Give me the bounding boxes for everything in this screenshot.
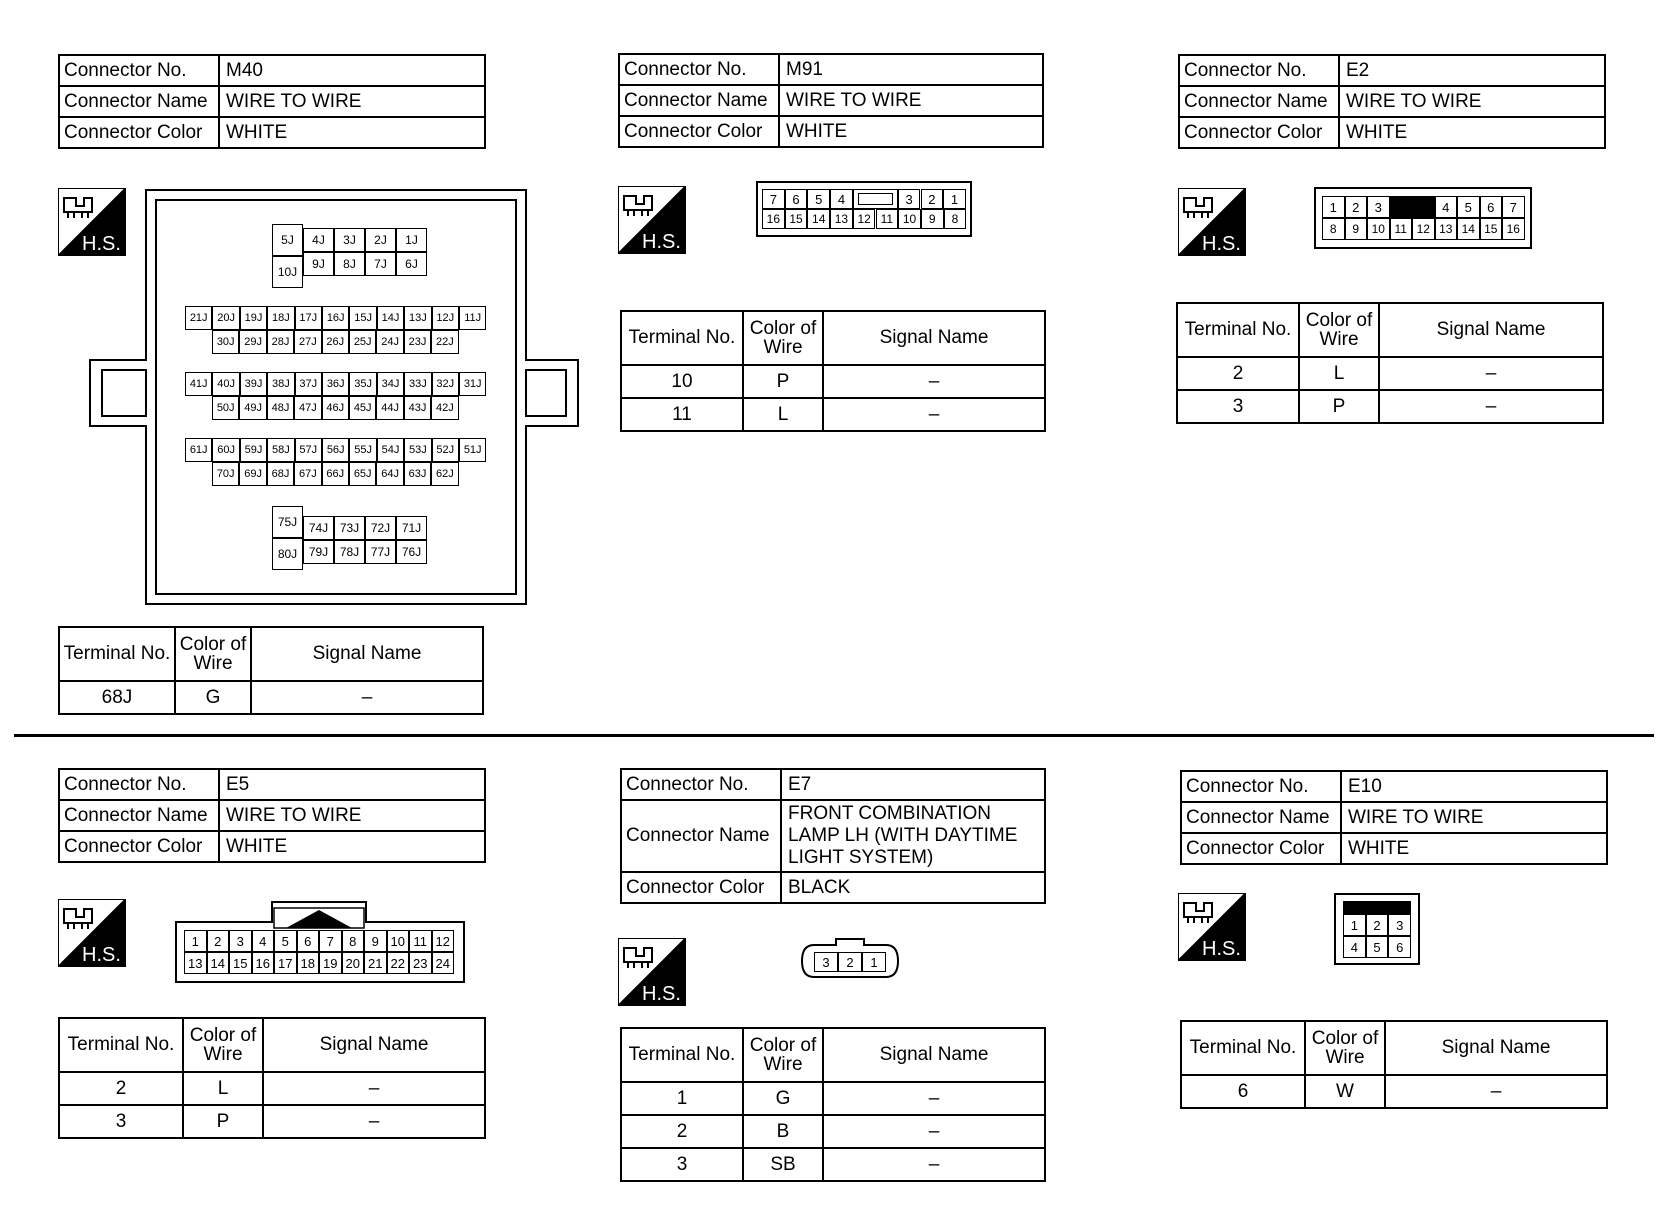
- connector-no-label: Connector No.: [621, 769, 781, 800]
- pin-cell: 2: [921, 189, 944, 209]
- pin-cell: 67J: [294, 462, 321, 486]
- pin-cell: 59J: [240, 438, 267, 462]
- terminal-no-header: Terminal No.: [621, 311, 743, 365]
- pin-cell: 7: [319, 930, 342, 952]
- pin-cell: 64J: [376, 462, 403, 486]
- pin-cell: 60J: [212, 438, 239, 462]
- pin-cell: 68J: [267, 462, 294, 486]
- pin-cell: 38J: [267, 372, 294, 396]
- pin-cell: 2: [838, 952, 862, 972]
- pin-cell: 15J: [349, 306, 376, 330]
- pin-cell: 40J: [212, 372, 239, 396]
- pin-cell: 3: [229, 930, 252, 952]
- connector-color-label: Connector Color: [619, 116, 779, 147]
- connector-no-label: Connector No.: [59, 769, 219, 800]
- connector-name-value: WIRE TO WIRE: [219, 86, 485, 117]
- pin-cell: 21: [364, 952, 387, 974]
- pin-cell: 4J: [303, 228, 334, 252]
- table-row: 2 L –: [59, 1072, 485, 1105]
- pin-cell: 52J: [432, 438, 459, 462]
- pin-cell: 19: [319, 952, 342, 974]
- pin-cell: 31J: [459, 372, 486, 396]
- pin-cell: 71J: [396, 516, 427, 540]
- connector-name-value: FRONT COMBINATION LAMP LH (WITH DAYTIME LIGHT SYSTEM): [781, 800, 1045, 872]
- pin-cell: 8: [342, 930, 365, 952]
- pin-cell: 47J: [294, 396, 321, 420]
- pin-cell: 5: [1457, 196, 1480, 218]
- connector-info-table: [620, 768, 1046, 904]
- table-row: 2 B –: [621, 1115, 1045, 1148]
- connector-color-label: Connector Color: [1181, 833, 1341, 864]
- pin-cell: 4: [1343, 936, 1366, 958]
- pin-cell: 7J: [365, 252, 396, 276]
- pin-cell: 57J: [295, 438, 322, 462]
- pin-cell: 13: [184, 952, 207, 974]
- svg-text:H.S.: H.S.: [642, 231, 681, 253]
- pin-cell: 62J: [431, 462, 458, 486]
- terminal-table: [1176, 302, 1604, 424]
- pin-cell: 5: [1366, 936, 1389, 958]
- pin-cell: 17J: [295, 306, 322, 330]
- pin-cell: 77J: [365, 540, 396, 564]
- connector-name-label: Connector Name: [619, 85, 779, 116]
- pin-cell: 1: [184, 930, 207, 952]
- pin-cell: 14J: [377, 306, 404, 330]
- svg-text:H.S.: H.S.: [642, 983, 681, 1005]
- connector-no-label: Connector No.: [619, 54, 779, 85]
- table-row: 68J G –: [59, 681, 483, 714]
- pin-cell: 70J: [212, 462, 239, 486]
- pin-cell: 55J: [349, 438, 376, 462]
- pin-cell: 79J: [303, 540, 334, 564]
- pin-cell: 27J: [294, 330, 321, 354]
- signal-name-header: Signal Name: [823, 311, 1045, 365]
- terminal-table: [620, 310, 1046, 432]
- table-row: 11 L –: [621, 398, 1045, 431]
- pin-cell: 1J: [396, 228, 427, 252]
- pin-cell: 15: [785, 209, 808, 229]
- terminal-table: [58, 1017, 486, 1139]
- pin-cell: 30J: [212, 330, 239, 354]
- pin-cell: 8: [1322, 218, 1345, 240]
- pin-cell: 48J: [267, 396, 294, 420]
- pin-cell: 4: [830, 189, 853, 209]
- cavity-blank: [1390, 196, 1435, 218]
- pin-cell: 1: [1343, 914, 1366, 936]
- pin-cell: 54J: [377, 438, 404, 462]
- pin-cell: 72J: [365, 516, 396, 540]
- pin-cell: 24: [432, 952, 455, 974]
- pin-cell: 8J: [334, 252, 365, 276]
- pin-cell: 65J: [349, 462, 376, 486]
- pin-cell: 9: [364, 930, 387, 952]
- pin-cell: 6: [1388, 936, 1411, 958]
- pin-cell: 41J: [185, 372, 212, 396]
- signal-name-header: Signal Name: [263, 1018, 485, 1072]
- pin-cell: 10J: [272, 256, 303, 288]
- pin-cell: 15: [229, 952, 252, 974]
- pin-cell: 75J: [272, 506, 303, 538]
- pin-cell: 12: [432, 930, 455, 952]
- signal-name-header: Signal Name: [251, 627, 483, 681]
- pin-cell: 6: [297, 930, 320, 952]
- connector-color-value: WHITE: [219, 117, 485, 148]
- pin-cell: 33J: [404, 372, 431, 396]
- connector-no-value: M91: [779, 54, 1043, 85]
- pin-cell: 10: [387, 930, 410, 952]
- connector-info-table: [1180, 770, 1608, 865]
- pin-cell: 3: [1388, 914, 1411, 936]
- pin-cell: 6: [1480, 196, 1503, 218]
- pin-cell: 35J: [349, 372, 376, 396]
- connector-no-value: E7: [781, 769, 1045, 800]
- pin-cell: 46J: [322, 396, 349, 420]
- table-row: 1 G –: [621, 1082, 1045, 1115]
- pin-cell: 76J: [396, 540, 427, 564]
- harness-side-icon: [58, 899, 126, 967]
- pin-cell: 10: [1367, 218, 1390, 240]
- harness-side-icon: [618, 186, 686, 254]
- pin-cell: 29J: [239, 330, 266, 354]
- harness-side-icon: [1178, 188, 1246, 256]
- pin-cell: 37J: [295, 372, 322, 396]
- harness-side-icon: [618, 938, 686, 1006]
- connector-no-value: M40: [219, 55, 485, 86]
- pin-cell: 53J: [404, 438, 431, 462]
- pin-cell: 11: [876, 209, 899, 229]
- pin-cell: 43J: [404, 396, 431, 420]
- pin-cell: 61J: [185, 438, 212, 462]
- pin-cell: 14: [1457, 218, 1480, 240]
- pin-cell: 3: [1367, 196, 1390, 218]
- pin-cell: 73J: [334, 516, 365, 540]
- section-divider: [14, 734, 1654, 737]
- connector-name-value: WIRE TO WIRE: [219, 800, 485, 831]
- svg-text:H.S.: H.S.: [1202, 233, 1241, 255]
- color-of-wire-header: Color of Wire: [1305, 1021, 1385, 1075]
- connector-color-value: WHITE: [1341, 833, 1607, 864]
- connector-name-label: Connector Name: [59, 86, 219, 117]
- pin-cell: 19J: [240, 306, 267, 330]
- pin-cell: 34J: [377, 372, 404, 396]
- terminal-no-header: Terminal No.: [621, 1028, 743, 1082]
- color-of-wire-header: Color of Wire: [1299, 303, 1379, 357]
- pin-cell: 1: [1322, 196, 1345, 218]
- terminal-no-header: Terminal No.: [1181, 1021, 1305, 1075]
- pin-cell: 18: [297, 952, 320, 974]
- svg-text:H.S.: H.S.: [1202, 938, 1241, 960]
- pin-cell: 49J: [239, 396, 266, 420]
- table-row: 3 P –: [1177, 390, 1603, 423]
- table-row: 10 P –: [621, 365, 1045, 398]
- connector-info-table: [58, 54, 486, 149]
- table-row: 3 P –: [59, 1105, 485, 1138]
- pin-cell: 3J: [334, 228, 365, 252]
- connector-color-label: Connector Color: [1179, 117, 1339, 148]
- pin-cell: 20: [342, 952, 365, 974]
- pin-cell: 21J: [185, 306, 212, 330]
- hs-label: H.S.: [82, 233, 121, 255]
- pin-cell: 4: [252, 930, 275, 952]
- pin-cell: 2: [207, 930, 230, 952]
- pin-cell: 1: [862, 952, 886, 972]
- pin-cell: 16: [252, 952, 275, 974]
- color-of-wire-header: Color of Wire: [183, 1018, 263, 1072]
- e10-locking-tab: [1343, 901, 1411, 914]
- connector-name-label: Connector Name: [621, 800, 781, 872]
- pin-cell: 23: [409, 952, 432, 974]
- pin-cell: 6: [785, 189, 808, 209]
- connector-color-value: WHITE: [219, 831, 485, 862]
- pin-cell: 12: [1412, 218, 1435, 240]
- signal-name-header: Signal Name: [1379, 303, 1603, 357]
- pin-cell: 32J: [432, 372, 459, 396]
- harness-side-icon: [1178, 893, 1246, 961]
- pin-cell: 78J: [334, 540, 365, 564]
- pin-cell: 28J: [267, 330, 294, 354]
- pin-cell: 44J: [376, 396, 403, 420]
- connector-info-table: [1178, 54, 1606, 149]
- pin-cell: 14: [207, 952, 230, 974]
- pin-cell: 22J: [431, 330, 458, 354]
- connector-name-value: WIRE TO WIRE: [779, 85, 1043, 116]
- connector-name-label: Connector Name: [1179, 86, 1339, 117]
- connector-color-value: WHITE: [779, 116, 1043, 147]
- pin-cell: 3: [814, 952, 838, 972]
- color-of-wire-header: Color of Wire: [743, 1028, 823, 1082]
- pin-cell: 8: [944, 209, 967, 229]
- pin-cell: 80J: [272, 538, 303, 570]
- table-row: 2 L –: [1177, 357, 1603, 390]
- pin-cell: 22: [387, 952, 410, 974]
- pin-cell: 45J: [349, 396, 376, 420]
- terminal-no-header: Terminal No.: [59, 627, 175, 681]
- connector-color-label: Connector Color: [621, 872, 781, 903]
- connector-info-table: [618, 53, 1044, 148]
- terminal-table: [58, 626, 484, 715]
- pin-cell: 7: [1502, 196, 1525, 218]
- terminal-no-header: Terminal No.: [59, 1018, 183, 1072]
- pin-cell: 20J: [212, 306, 239, 330]
- pin-cell: 1: [943, 189, 966, 209]
- svg-text:H.S.: H.S.: [82, 944, 121, 966]
- pin-cell: 16: [762, 209, 785, 229]
- connector-no-value: E2: [1339, 55, 1605, 86]
- pin-cell: 58J: [267, 438, 294, 462]
- pin-cell: 9J: [303, 252, 334, 276]
- pin-cell: 3: [898, 189, 921, 209]
- terminal-table: [1180, 1020, 1608, 1109]
- pin-cell: 16: [1502, 218, 1525, 240]
- pin-cell: 42J: [431, 396, 458, 420]
- pin-cell: 50J: [212, 396, 239, 420]
- pin-cell: 2: [1366, 914, 1389, 936]
- connector-color-label: Connector Color: [59, 831, 219, 862]
- connector-name-value: WIRE TO WIRE: [1341, 802, 1607, 833]
- connector-no-label: Connector No.: [1181, 771, 1341, 802]
- connector-color-value: WHITE: [1339, 117, 1605, 148]
- pin-cell: 5J: [272, 224, 303, 256]
- table-row: 3 SB –: [621, 1148, 1045, 1181]
- pin-cell: 11: [1390, 218, 1413, 240]
- connector-name-value: WIRE TO WIRE: [1339, 86, 1605, 117]
- pin-cell: 12: [853, 209, 876, 229]
- pin-cell: 2: [1345, 196, 1368, 218]
- pin-cell: 66J: [322, 462, 349, 486]
- signal-name-header: Signal Name: [1385, 1021, 1607, 1075]
- pin-cell: 36J: [322, 372, 349, 396]
- pin-cell: 13: [1435, 218, 1458, 240]
- pin-cell: 5: [807, 189, 830, 209]
- pin-cell: 18J: [267, 306, 294, 330]
- pin-cell: 14: [807, 209, 830, 229]
- pin-cell: 2J: [365, 228, 396, 252]
- connector-no-label: Connector No.: [59, 55, 219, 86]
- signal-name-header: Signal Name: [823, 1028, 1045, 1082]
- connector-color-value: BLACK: [781, 872, 1045, 903]
- pin-cell: 23J: [404, 330, 431, 354]
- pin-cell: 69J: [239, 462, 266, 486]
- pin-cell: 11: [409, 930, 432, 952]
- table-row: 6 W –: [1181, 1075, 1607, 1108]
- connector-name-label: Connector Name: [59, 800, 219, 831]
- pin-cell: 10: [898, 209, 921, 229]
- pin-cell: 13J: [404, 306, 431, 330]
- pin-cell: 13: [830, 209, 853, 229]
- pin-cell: 63J: [404, 462, 431, 486]
- pin-cell: 4: [1435, 196, 1458, 218]
- terminal-no-header: Terminal No.: [1177, 303, 1299, 357]
- pin-cell: 51J: [459, 438, 486, 462]
- pin-cell: 9: [1345, 218, 1368, 240]
- pin-cell: 74J: [303, 516, 334, 540]
- pin-cell: 26J: [322, 330, 349, 354]
- cavity-blank: [853, 189, 898, 209]
- pin-cell: 16J: [322, 306, 349, 330]
- pin-cell: 17: [274, 952, 297, 974]
- connector-color-label: Connector Color: [59, 117, 219, 148]
- pin-cell: 9: [921, 209, 944, 229]
- connector-no-value: E5: [219, 769, 485, 800]
- pin-cell: 6J: [396, 252, 427, 276]
- pin-cell: 24J: [376, 330, 403, 354]
- color-of-wire-header: Color of Wire: [175, 627, 251, 681]
- color-of-wire-header: Color of Wire: [743, 311, 823, 365]
- pin-cell: 15: [1480, 218, 1503, 240]
- pin-cell: 5: [274, 930, 297, 952]
- pin-cell: 12J: [432, 306, 459, 330]
- pin-cell: 11J: [459, 306, 486, 330]
- pin-cell: 56J: [322, 438, 349, 462]
- connector-no-label: Connector No.: [1179, 55, 1339, 86]
- connector-name-label: Connector Name: [1181, 802, 1341, 833]
- connector-info-table: [58, 768, 486, 863]
- terminal-table: [620, 1027, 1046, 1182]
- pin-cell: 7: [762, 189, 785, 209]
- connector-no-value: E10: [1341, 771, 1607, 802]
- pin-cell: 39J: [240, 372, 267, 396]
- pin-cell: 25J: [349, 330, 376, 354]
